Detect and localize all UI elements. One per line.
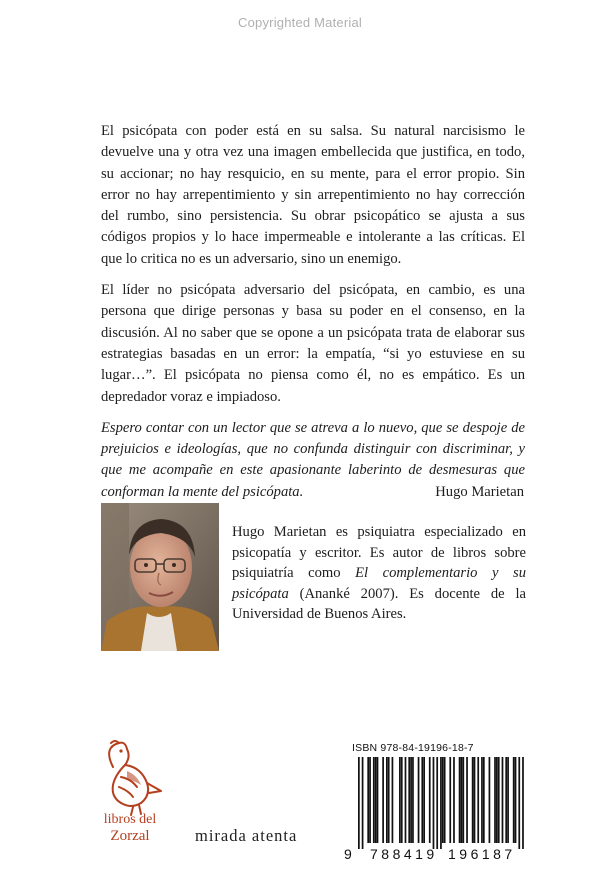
bio-text: Hugo Marietan es psiquiatra especializado en psicopatía y escritor. Es autor de libros sobre psiquiatría como (232, 524, 526, 581)
zorzal-bird-logo-icon (91, 737, 167, 817)
barcode-digits-right: 196187 (448, 846, 516, 862)
isbn-barcode-block (340, 740, 528, 866)
barcode-icon (358, 757, 524, 849)
paragraph: El líder no psicópata adversario del psicópata, en cambio, es una persona que dirige personas y basa su poder en el consenso, en la discusión. Al no saber que se opone a un psicópata trata de elaborar sus estrategias basadas en un error: la empatía, “si yo estuviese en su lugar…”. El psicópata no piensa como él, no es empático. Es un depredador voraz e impiadoso. (101, 282, 525, 405)
bio-text-end: (Ananké 2007). Es docente de la Universidad de Buenos Aires. (232, 585, 526, 622)
barcode-digits (344, 846, 526, 862)
isbn-label: ISBN 978-84-19196-18-7 (352, 742, 474, 754)
barcode-digits-left: 788419 (370, 846, 438, 862)
author-bio (232, 522, 526, 625)
back-cover-text (101, 121, 525, 513)
publisher-logo-text (88, 812, 172, 844)
barcode-digit-first: 9 (344, 846, 352, 862)
paragraph: El psicópata con poder está en su salsa. Su natural narcisismo le devuelve una y otra vez una imagen embellecida que justifica, en todo, su accionar; no hay resquicio, en su mente, para el error propio. Sin error no hay arrepentimiento y sin arrepentimiento no hay corrección del rumbo, sino persistencia. Su obrar psicopático se ajusta a sus códigos propios y lo hace impermeable e intolerante a las críticas. El que lo critica no es un adversario, sino un enemigo. (101, 123, 525, 267)
author-photo (101, 503, 219, 651)
author-signature: Hugo Marietan (435, 484, 524, 500)
bio-book-title: El complementario y su psicópata (232, 565, 526, 602)
publisher-line2: Zorzal (110, 828, 150, 844)
collection-name: mirada atenta (195, 826, 298, 845)
publisher-line1: libros del (103, 812, 157, 827)
paragraph-italic: Espero contar con un lector que se atreva a lo nuevo, que se despoje de prejuicios e ideologías, que no confunda distinguir con discriminar, y que me acompañe en este apasionante laberinto de desmesuras que conforman la mente del psicópata. (101, 419, 525, 500)
copyright-watermark: Copyrighted Material (238, 15, 362, 30)
